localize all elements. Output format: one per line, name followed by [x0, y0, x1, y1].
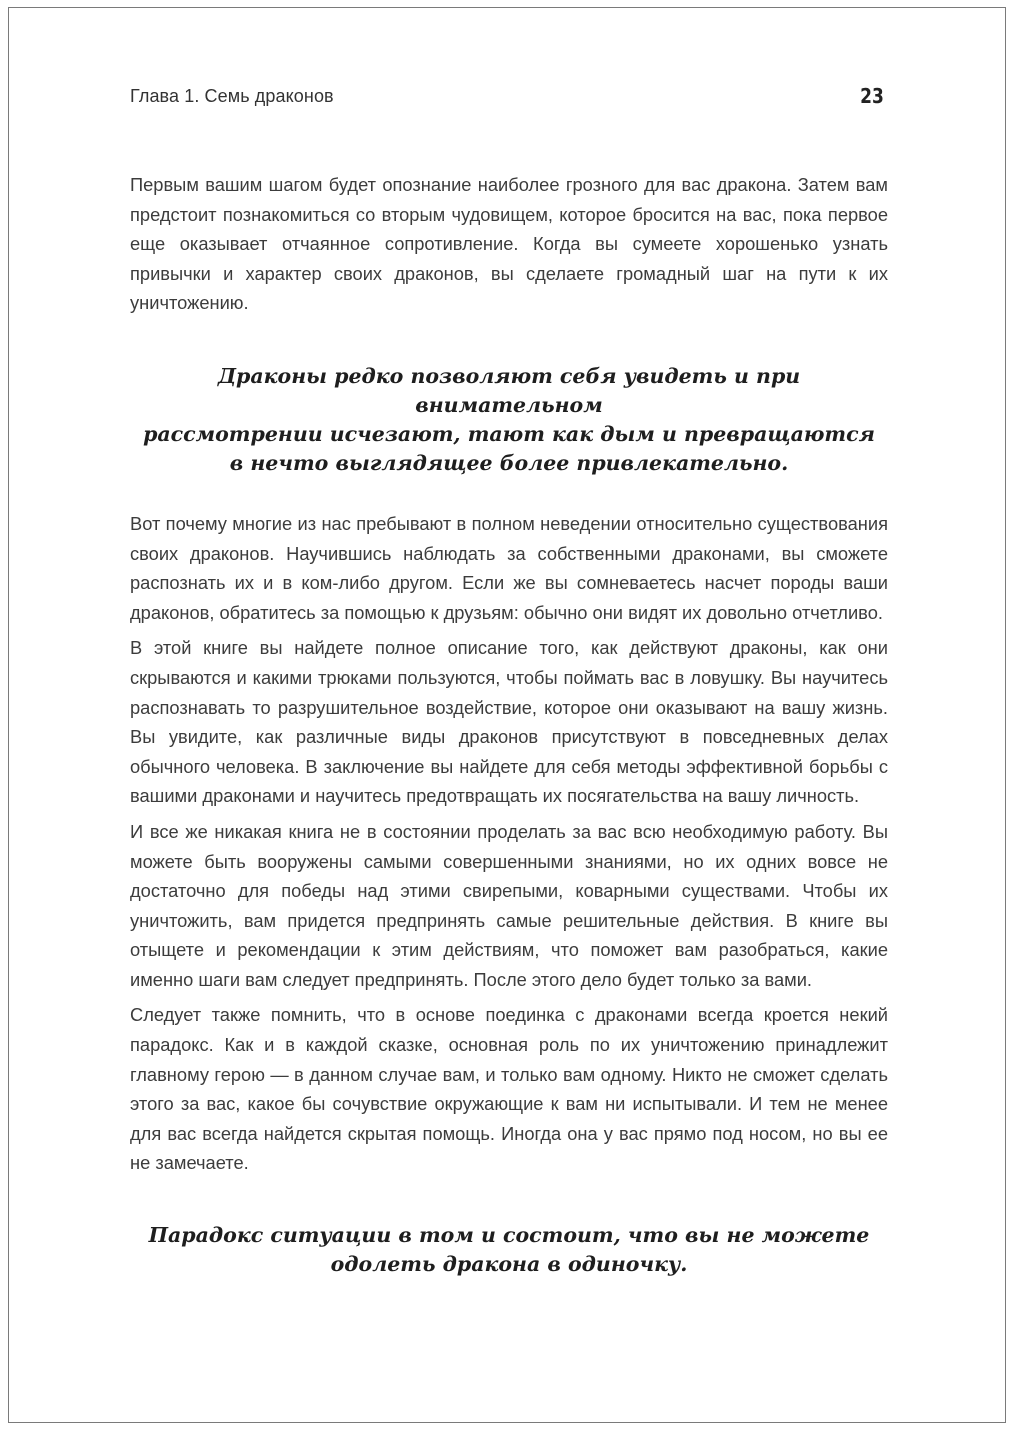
page-content: [130, 170, 888, 1279]
running-head: [130, 86, 884, 116]
pull-quote-line: Парадокс ситуации в том и состоит, что вы не можете: [148, 1223, 870, 1248]
pull-quote: [130, 362, 888, 478]
pull-quote: [130, 1221, 888, 1279]
paragraph: Первым вашим шагом будет опознание наиболее грозного для вас дракона. Затем вам предстоит познакомиться со вторым чудовищем, которое бросится на вас, пока первое еще оказывает отчаянное сопротивление. Когда вы сумеете хорошенько узнать привычки и характер своих драконов, вы сделаете громадный шаг на пути к их уничтожению.: [130, 174, 888, 314]
paragraph: И все же никакая книга не в состоянии проделать за вас всю необходимую работу. Вы можете быть вооружены самыми совершенными знаниями, но их одних вовсе не достаточно для победы над этими свирепыми, коварными существами. Чтобы их уничтожить, вам придется предпринять самые решительные действия. В книге вы отыщете и рекомендации к этим действиям, что поможет вам разобраться, какие именно шаги вам следует предпринять. После этого дело будет только за вами.: [130, 820, 888, 990]
paragraph: Вот почему многие из нас пребывают в полном неведении относительно существования своих драконов. Научившись наблюдать за собственными драконами, вы сможете распознать их и в ком-либо другом. Если же вы сомневаетесь насчет породы ваши драконов, обратитесь за помощью к друзьям: обычно они видят их довольно отчетливо.: [130, 512, 888, 623]
pull-quote-line: Драконы редко позволяют себя увидеть и при внимательном: [217, 363, 801, 417]
paragraph: В этой книге вы найдете полное описание того, как действуют драконы, как они скрываются и какими трюками пользуются, чтобы поймать вас в ловушку. Вы научитесь распознавать то разрушительное воздействие, которое они оказывают на вашу жизнь. Вы увидите, как различные виды драконов присутствуют в повседневных делах обычного человека. В заключение вы найдете для себя методы эффективной борьбы с вашими драконами и научитесь предотвращать их посягательства на вашу личность.: [130, 637, 888, 807]
pull-quote-line: в нечто выглядящее более привлекательно.: [229, 450, 789, 475]
page-number: 23: [860, 84, 884, 108]
pull-quote-line: рассмотрении исчезают, тают как дым и превращаются: [143, 421, 875, 446]
chapter-title: Глава 1. Семь драконов: [130, 86, 334, 106]
book-page: [8, 7, 1006, 1423]
pull-quote-line: одолеть дракона в одиночку.: [330, 1252, 688, 1277]
paragraph: Следует также помнить, что в основе поединка с драконами всегда кроется некий парадокс. Как и в каждой сказке, основная роль по их уничтожению принадлежит главному герою — в данном случае вам, и только вам одному. Никто не сможет сделать этого за вас, какое бы сочувствие окружающие к вам ни испытывали. И тем не менее для вас всегда найдется скрытая помощь. Иногда она у вас прямо под носом, но вы ее не замечаете.: [130, 1004, 888, 1174]
